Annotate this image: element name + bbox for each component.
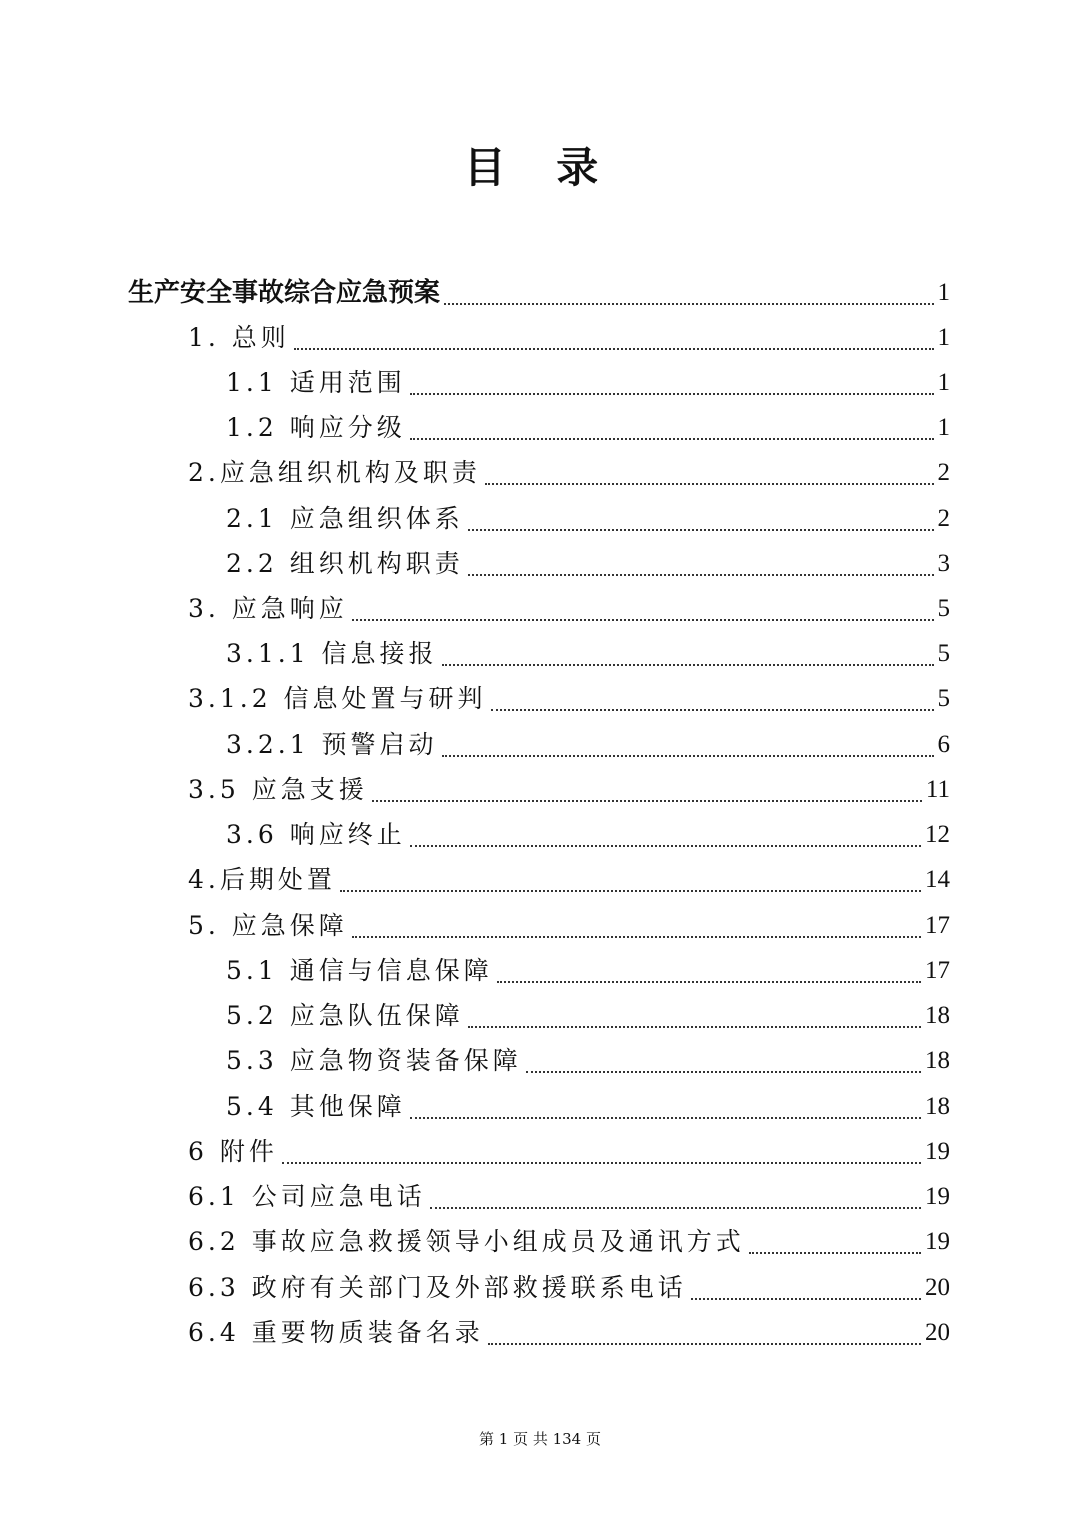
toc-entry[interactable] (188, 451, 950, 495)
toc-entry-label: 3.1.2 信息处置与研判 (188, 684, 487, 713)
toc-dot-leader (468, 529, 934, 531)
toc-entry[interactable] (226, 632, 950, 676)
toc-entry-label: 3.2.1 预警启动 (226, 730, 438, 759)
toc-dot-leader (410, 1117, 921, 1119)
toc-entry-page: 20 (925, 1319, 950, 1346)
toc-entry-page: 2 (937, 459, 950, 486)
toc-entry-page: 3 (937, 550, 950, 577)
toc-entry[interactable] (188, 1311, 950, 1355)
toc-dot-leader (691, 1298, 921, 1300)
toc-entry-label: 3.5 应急支援 (188, 775, 368, 804)
toc-entry-label: 6.4 重要物质装备名录 (188, 1318, 484, 1347)
toc-entry-page: 5 (937, 685, 950, 712)
toc-entry[interactable] (188, 1130, 950, 1174)
toc-dot-leader (410, 845, 921, 847)
toc-dot-leader (282, 1162, 921, 1164)
toc-entry-label: 5.3 应急物资装备保障 (226, 1046, 522, 1075)
toc-entry[interactable] (226, 542, 950, 586)
toc-dot-leader (485, 483, 934, 485)
toc-entry-label: 2.应急组织机构及职责 (188, 458, 481, 487)
toc-entry-page: 19 (925, 1228, 950, 1255)
toc-dot-leader (294, 348, 934, 350)
toc-entry-page: 2 (937, 505, 950, 532)
toc-entry[interactable] (188, 677, 950, 721)
toc-entry-label: 6.3 政府有关部门及外部救援联系电话 (188, 1273, 687, 1302)
toc-entry-label: 生产安全事故综合应急预案 (128, 278, 441, 308)
toc-entry-label: 3.1.1 信息接报 (226, 639, 438, 668)
toc-entry[interactable] (226, 406, 950, 450)
toc-entry-label: 3. 应急响应 (188, 594, 348, 623)
toc-entry[interactable] (188, 316, 950, 360)
toc-entry[interactable] (226, 994, 950, 1038)
toc-dot-leader (444, 303, 933, 305)
toc-entry[interactable] (188, 1220, 950, 1264)
toc-entry[interactable] (226, 813, 950, 857)
toc-entry-page: 18 (925, 1002, 950, 1029)
toc-entry-label: 6.1 公司应急电话 (188, 1182, 426, 1211)
toc-entry-label: 6 附件 (188, 1137, 278, 1166)
toc-entry-page: 17 (925, 957, 950, 984)
toc-dot-leader (749, 1252, 921, 1254)
toc-entry-label: 5. 应急保障 (188, 911, 348, 940)
toc-entry-page: 19 (925, 1183, 950, 1210)
toc-entry-page: 5 (937, 595, 950, 622)
toc-entry-label: 2.2 组织机构职责 (226, 549, 464, 578)
toc-entry[interactable] (188, 1266, 950, 1310)
toc-entry-page: 12 (925, 821, 950, 848)
toc-entry-page: 14 (925, 866, 950, 893)
toc-entry-label: 5.4 其他保障 (226, 1092, 406, 1121)
toc-entry[interactable] (188, 904, 950, 948)
toc-entry[interactable] (226, 1085, 950, 1129)
toc-entry-page: 5 (937, 640, 950, 667)
toc-entry-page: 1 (937, 414, 950, 441)
page-title: 目 录 (463, 143, 617, 192)
toc-entry-label: 1.1 适用范围 (226, 368, 406, 397)
toc-dot-leader (410, 393, 934, 395)
toc-dot-leader (468, 1026, 921, 1028)
toc-entry-page: 6 (937, 731, 950, 758)
toc-entry[interactable] (188, 1175, 950, 1219)
toc-entry-label: 1. 总则 (188, 323, 290, 352)
toc-entry-label: 5.2 应急队伍保障 (226, 1001, 464, 1030)
toc-entry[interactable] (226, 497, 950, 541)
toc-entry-page: 20 (925, 1274, 950, 1301)
toc-entry[interactable] (226, 949, 950, 993)
toc-entry-page: 18 (925, 1093, 950, 1120)
toc-dot-leader (352, 619, 934, 621)
toc-entry-page: 1 (937, 324, 950, 351)
toc-entry-label: 5.1 通信与信息保障 (226, 956, 493, 985)
toc-entry-page: 18 (925, 1047, 950, 1074)
toc-entry-label: 3.6 响应终止 (226, 820, 406, 849)
toc-dot-leader (442, 664, 934, 666)
toc-entry[interactable] (226, 1039, 950, 1083)
toc-dot-leader (488, 1343, 921, 1345)
toc-entry-label: 6.2 事故应急救援领导小组成员及通讯方式 (188, 1227, 745, 1256)
toc-entry[interactable] (226, 361, 950, 405)
toc-dot-leader (340, 890, 921, 892)
toc-entry-page: 19 (925, 1138, 950, 1165)
toc-entry[interactable] (188, 768, 950, 812)
toc-dot-leader (372, 800, 922, 802)
toc-dot-leader (497, 981, 921, 983)
toc-entry[interactable] (188, 587, 950, 631)
toc-entry-page: 1 (937, 279, 950, 306)
toc-dot-leader (410, 438, 934, 440)
toc-entry-label: 4.后期处置 (188, 865, 336, 894)
toc-dot-leader (430, 1207, 921, 1209)
toc-entry-page: 1 (937, 369, 950, 396)
toc-dot-leader (442, 755, 934, 757)
toc-entry[interactable] (226, 723, 950, 767)
toc-dot-leader (491, 709, 934, 711)
toc-entry[interactable] (188, 858, 950, 902)
toc-entry-label: 1.2 响应分级 (226, 413, 406, 442)
toc-entry-page: 11 (925, 776, 950, 803)
toc-dot-leader (468, 574, 934, 576)
toc-dot-leader (526, 1071, 921, 1073)
page-footer: 第 1 页 共 134 页 (478, 1430, 601, 1448)
toc-entry-label: 2.1 应急组织体系 (226, 504, 464, 533)
toc-entry-page: 17 (925, 912, 950, 939)
toc-entry[interactable] (128, 271, 950, 315)
toc-dot-leader (352, 936, 921, 938)
